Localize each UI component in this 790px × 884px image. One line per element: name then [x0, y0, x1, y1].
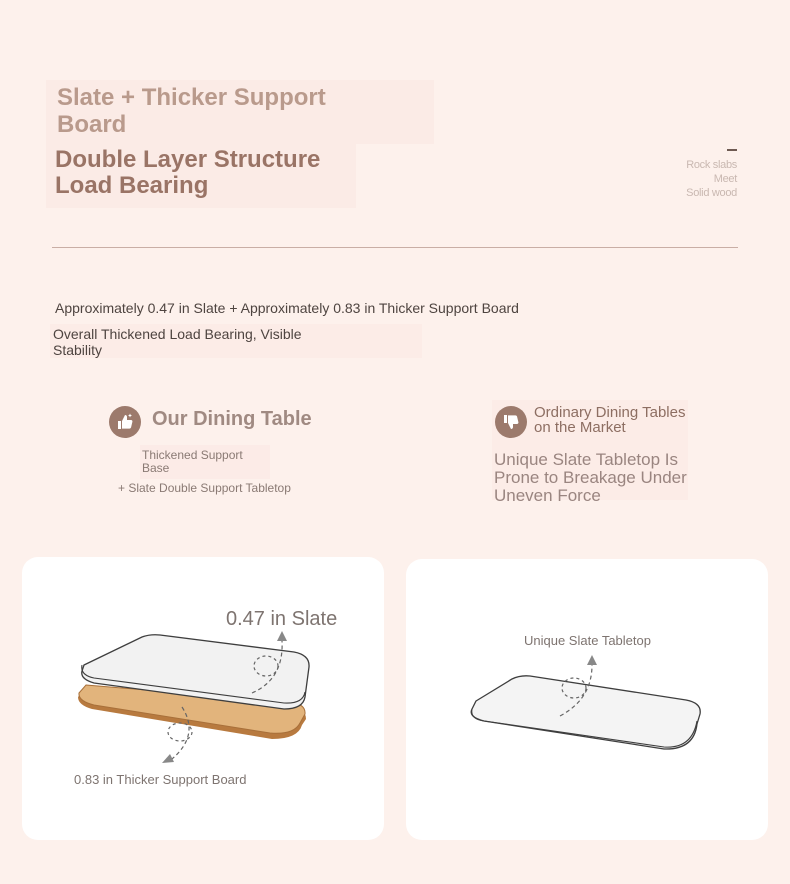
- ours-subtitle-2: + Slate Double Support Tabletop: [118, 481, 291, 495]
- board-thickness-label: 0.83 in Thicker Support Board: [74, 772, 247, 787]
- side-caption-1: Rock slabs: [686, 159, 737, 171]
- ours-title: Our Dining Table: [152, 408, 312, 430]
- ordinary-subtitle: Unique Slate Tabletop Is Prone to Breakage Under Uneven Force: [494, 450, 687, 505]
- side-caption-2: Meet: [713, 173, 737, 185]
- side-caption-3: Solid wood: [686, 187, 737, 199]
- divider: [52, 247, 738, 248]
- slate-thickness-label: 0.47 in Slate: [226, 608, 338, 630]
- ours-illustration-card: [22, 557, 384, 840]
- unique-slate-label: Unique Slate Tabletop: [524, 633, 651, 648]
- page-title: Slate + Thicker Support Board: [57, 84, 326, 138]
- single-slate-illustration: [406, 559, 768, 840]
- intro-line-2: Overall Thickened Load Bearing, Visible Stability: [53, 326, 302, 358]
- ordinary-illustration-card: [406, 559, 768, 840]
- ordinary-title: Ordinary Dining Tables on the Market: [534, 404, 686, 436]
- thumbs-down-icon: [495, 406, 527, 438]
- side-dash: [727, 149, 737, 151]
- page-subtitle: Double Layer Structure Load Bearing: [55, 146, 321, 199]
- ours-subtitle-1: Thickened Support Base: [142, 448, 243, 475]
- intro-line-1: Approximately 0.47 in Slate + Approximately 0.83 in Thicker Support Board: [55, 300, 519, 316]
- slate-board-illustration: [22, 557, 384, 840]
- thumbs-up-icon: [109, 406, 141, 438]
